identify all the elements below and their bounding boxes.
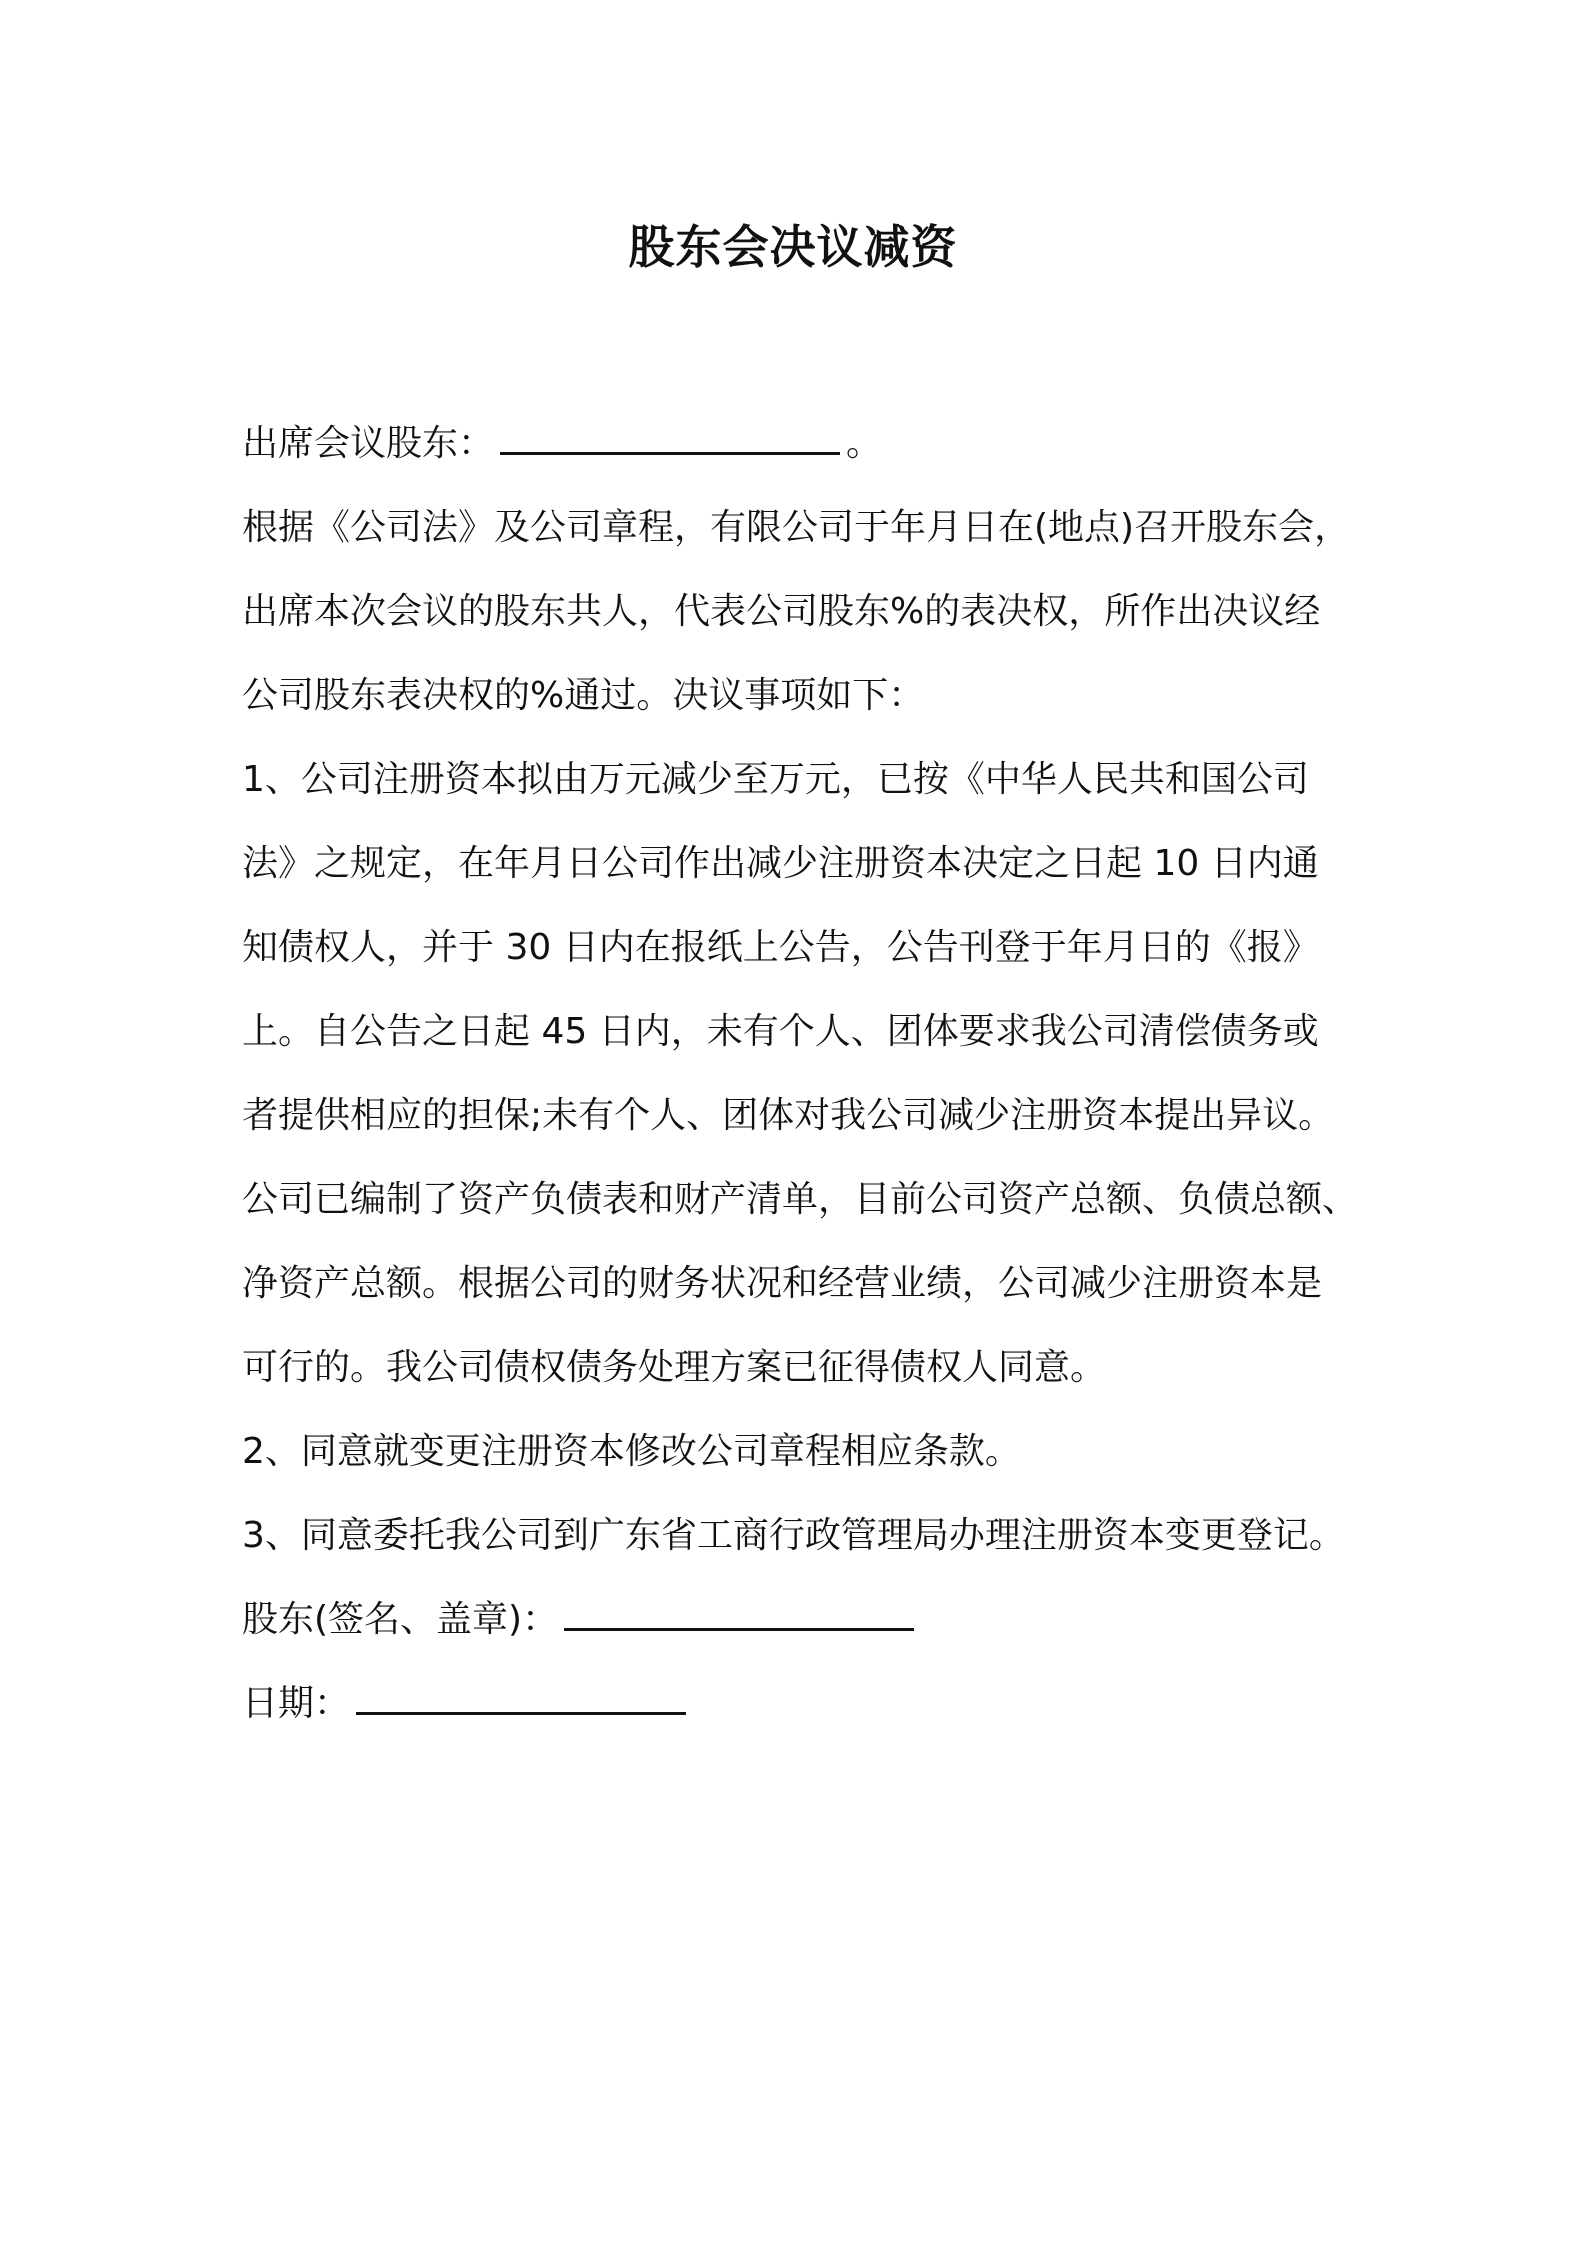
resolution-item-1-line: 者提供相应的担保;未有个人、团体对我公司减少注册资本提出异议。: [242, 1095, 1335, 1136]
resolution-item-1-line: 知债权人，并于 30 日内在报纸上公告，公告刊登于年月日的《报》: [242, 927, 1319, 968]
attendees-line: [242, 402, 1382, 486]
attendees-suffix: 。: [846, 423, 883, 464]
signature-label: 股东(签名、盖章)：: [242, 1599, 559, 1640]
signature-blank: [564, 1588, 914, 1631]
resolution-item-3: 3、同意委托我公司到广东省工商行政管理局办理注册资本变更登记。: [242, 1515, 1345, 1556]
paragraph-line: 根据《公司法》及公司章程，有限公司于年月日在(地点)召开股东会，: [242, 507, 1351, 548]
document-title: 股东会决议减资: [628, 220, 958, 274]
signature-line: [242, 1578, 1382, 1662]
date-label: 日期：: [242, 1683, 351, 1724]
resolution-item-1-line: 可行的。我公司债权债务处理方案已征得债权人同意。: [242, 1347, 1107, 1388]
attendees-blank: [500, 412, 840, 455]
resolution-item-1-line: 公司已编制了资产负债表和财产清单，目前公司资产总额、负债总额、: [242, 1179, 1359, 1220]
document-body: [242, 402, 1382, 1746]
resolution-item-2: 2、同意就变更注册资本修改公司章程相应条款。: [242, 1431, 1021, 1472]
resolution-item-1-line: 1、公司注册资本拟由万元减少至万元，已按《中华人民共和国公司: [242, 759, 1309, 800]
resolution-item-1-line: 上。自公告之日起 45 日内，未有个人、团体要求我公司清偿债务或: [242, 1011, 1319, 1052]
date-blank: [356, 1672, 686, 1715]
date-line: [242, 1662, 1382, 1746]
resolution-item-1-line: 净资产总额。根据公司的财务状况和经营业绩，公司减少注册资本是: [242, 1263, 1323, 1304]
attendees-label: 出席会议股东：: [242, 423, 495, 464]
resolution-item-1-line: 法》之规定，在年月日公司作出减少注册资本决定之日起 10 日内通: [242, 843, 1319, 884]
paragraph-line: 出席本次会议的股东共人，代表公司股东%的表决权，所作出决议经: [242, 591, 1321, 632]
paragraph-line: 公司股东表决权的%通过。决议事项如下：: [242, 675, 925, 716]
